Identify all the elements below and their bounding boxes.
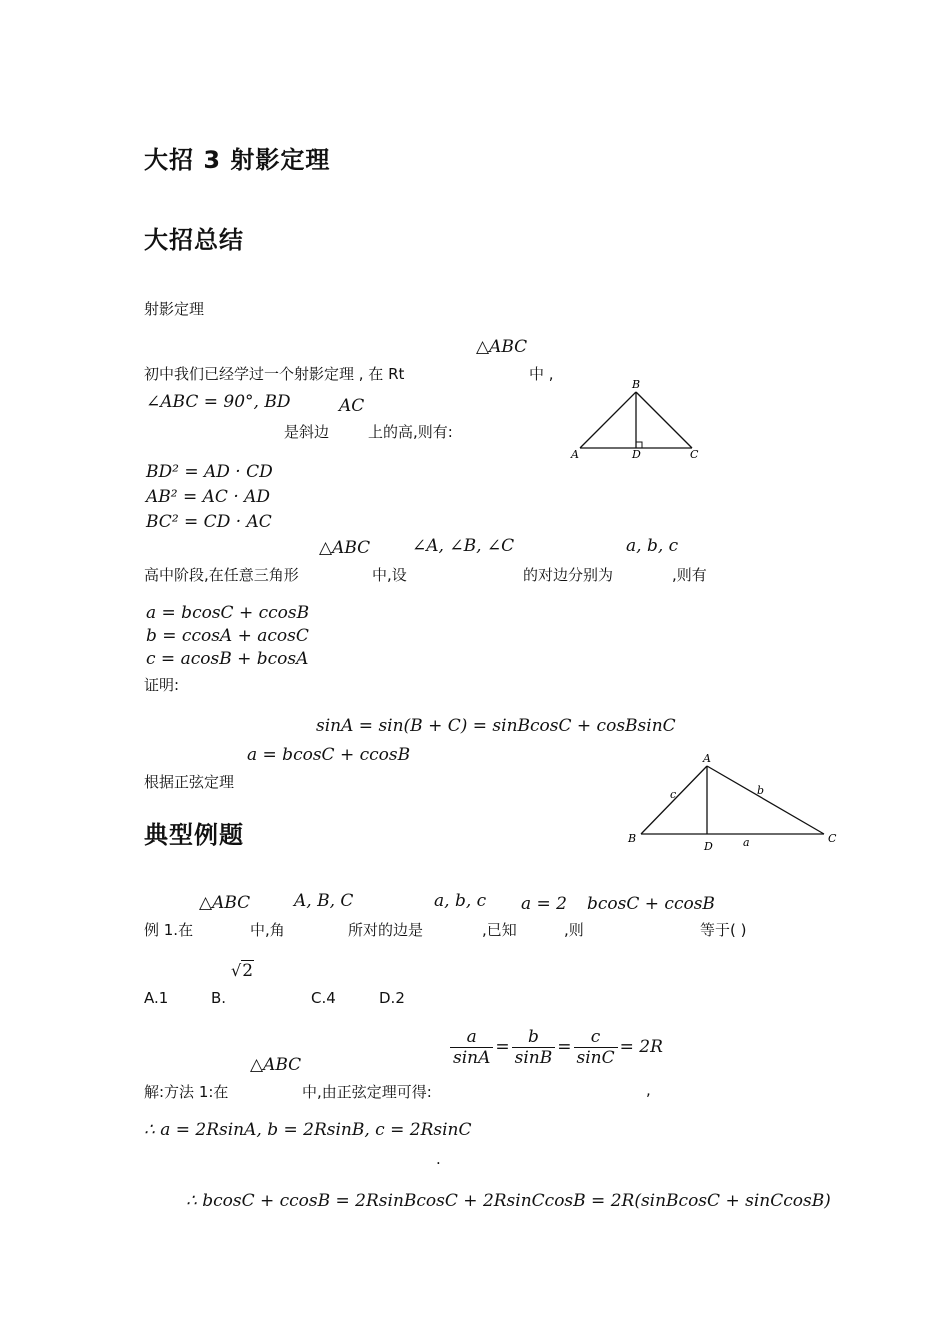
ex-text-6: 等于( ) xyxy=(700,921,747,939)
section-title-summary: 大招总结 xyxy=(144,226,244,254)
solution-line-2: ∴ a = 2RsinA, b = 2RsinB, c = 2RsinC xyxy=(144,1120,472,1140)
ex-text-2: 中,角 xyxy=(250,921,285,939)
solution-comma: , xyxy=(646,1081,651,1099)
option-a[interactable]: A.1 xyxy=(144,989,169,1007)
label-side-c: c xyxy=(670,788,677,801)
solution-period: . xyxy=(436,1150,441,1168)
section-title-examples: 典型例题 xyxy=(144,821,244,849)
proof-equation-1: sinA = sin(B + C) = sinBcosC + cosBsinC xyxy=(316,716,676,736)
angle-condition-math: ∠ABC = 90°, BD xyxy=(146,392,291,412)
general-triangle-text-3: 的对边分别为 xyxy=(523,566,614,584)
ex-expression-math: bcosC + ccosB xyxy=(587,894,715,914)
ex-text-4: ,已知 xyxy=(482,921,517,939)
projection-theorem-heading: 射影定理 xyxy=(144,300,205,318)
ex-angles-math: A, B, C xyxy=(294,891,354,911)
triangle-abc-math: △ABC xyxy=(476,337,528,357)
fraction-a: $\frac{a}{\sin A}$ xyxy=(450,1027,493,1068)
ex-text-3: 所对的边是 xyxy=(348,921,424,939)
label-a2: A xyxy=(703,752,711,765)
solution-text-1: 解:方法 1:在 xyxy=(144,1083,229,1101)
fraction-c: $\frac{c}{\sin C}$ xyxy=(574,1027,618,1068)
ex-text-1: 例 1.在 xyxy=(144,921,194,939)
label-b2: B xyxy=(628,832,637,845)
ex-condition-math: a = 2 xyxy=(521,894,568,914)
label-side-b: b xyxy=(757,784,765,797)
label-d2: D xyxy=(704,840,713,853)
page-title: 大招 3 射影定理 xyxy=(144,146,331,174)
solution-line-3: ∴ bcosC + ccosB = 2RsinBcosC + 2RsinCcosB = 2R(sinBcosC + sinCcosB) xyxy=(186,1191,831,1211)
sqrt-two-math: √2 xyxy=(231,961,254,981)
label-d: D xyxy=(632,448,641,461)
right-triangle-diagram xyxy=(568,376,708,464)
formula-b: b = ccosA + acosC xyxy=(146,626,309,646)
intro-text: 初中我们已经学过一个射影定理 , 在 Rt xyxy=(144,365,405,383)
proof-label: 证明: xyxy=(144,676,180,694)
formula-bd: BD² = AD · CD xyxy=(146,462,273,482)
altitude-text: 上的高,则有: xyxy=(368,423,453,441)
hypotenuse-text: 是斜边 xyxy=(284,423,330,441)
law-of-sines-label: 根据正弦定理 xyxy=(144,773,235,791)
general-triangle-diagram xyxy=(624,750,844,854)
formula-c: c = acosB + bcosA xyxy=(146,649,309,669)
formula-bc: BC² = CD · AC xyxy=(146,512,272,532)
formula-ab: AB² = AC · AD xyxy=(146,487,271,507)
intro-text-tail: 中 , xyxy=(529,365,554,383)
fraction-b: $\frac{b}{\sin B}$ xyxy=(512,1027,556,1068)
label-b: B xyxy=(632,378,641,391)
ex-text-5: ,则 xyxy=(564,921,584,939)
general-triangle-text: 高中阶段,在任意三角形 xyxy=(144,566,299,584)
label-c2: C xyxy=(828,832,837,845)
equals-2r: = 2R xyxy=(619,1037,663,1057)
formula-a: a = bcosC + ccosB xyxy=(146,603,310,623)
angles-math: ∠A, ∠B, ∠C xyxy=(412,536,515,556)
option-d[interactable]: D.2 xyxy=(379,989,405,1007)
sol-triangle-math: △ABC xyxy=(250,1055,302,1075)
ex-sides-math: a, b, c xyxy=(434,891,487,911)
sides-math: a, b, c xyxy=(626,536,679,556)
label-a: A xyxy=(571,448,579,461)
label-c: C xyxy=(690,448,699,461)
hypotenuse-ac-math: AC xyxy=(339,396,365,416)
general-triangle-text-4: ,则有 xyxy=(672,566,707,584)
law-of-sines-equation: $\frac{a}{\sin A}$ = $\frac{b}{\sin B}$ = $\frac{c}{\sin C}$ = 2R xyxy=(448,1027,663,1068)
label-side-a: a xyxy=(743,836,750,849)
option-c[interactable]: C.4 xyxy=(311,989,336,1007)
ex-triangle-math: △ABC xyxy=(199,893,251,913)
option-b[interactable]: B. xyxy=(211,989,227,1007)
proof-equation-2: a = bcosC + ccosB xyxy=(247,745,411,765)
solution-text-2: 中,由正弦定理可得: xyxy=(302,1083,432,1101)
triangle-abc-math-2: △ABC xyxy=(319,538,371,558)
general-triangle-text-2: 中,设 xyxy=(372,566,407,584)
